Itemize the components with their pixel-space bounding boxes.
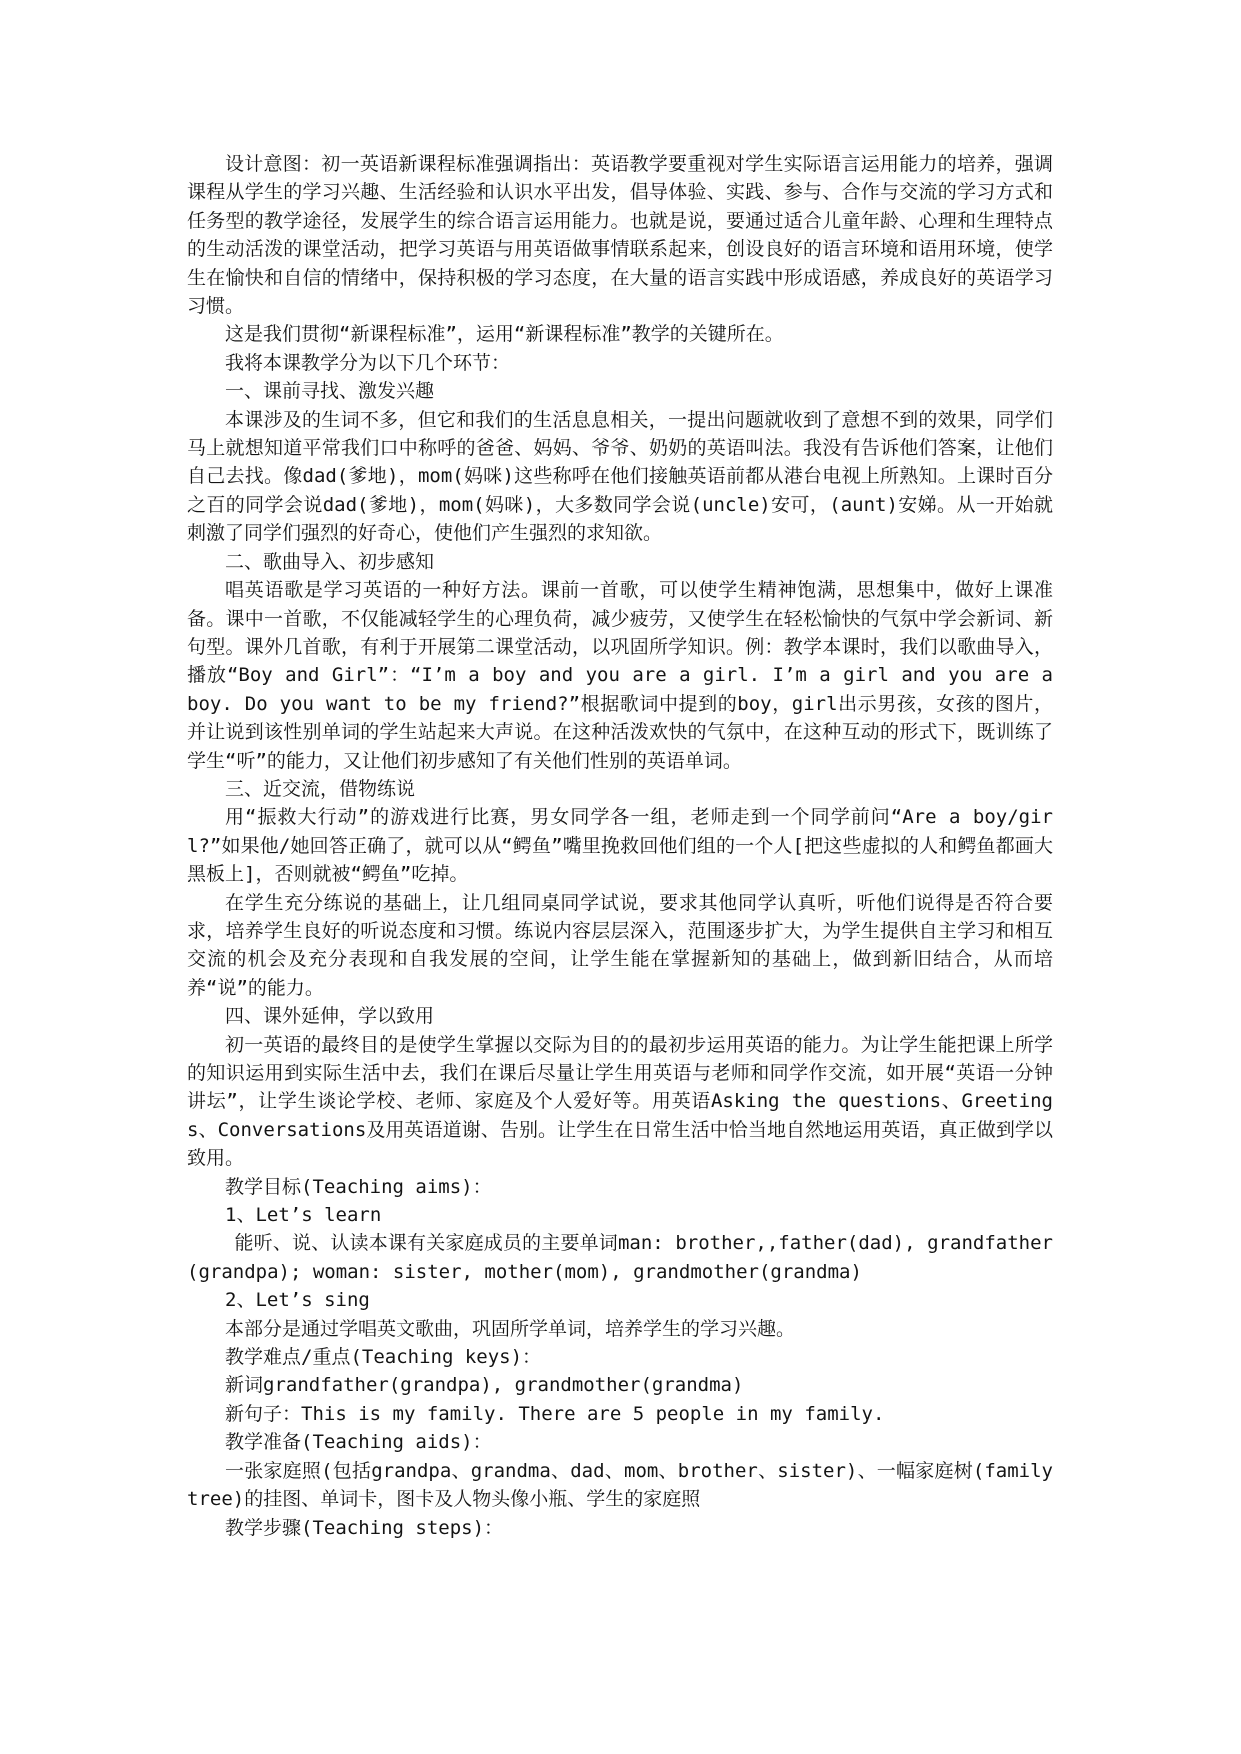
heading-lets-learn: 1、Let’s learn (225, 1204, 382, 1227)
heading-lets-sing: 2、Let’s sing (225, 1289, 370, 1312)
paragraph-new-words: 新词grandfather(grandpa), grandmother(grandma) (225, 1374, 744, 1397)
section-heading-4: 四、课外延伸，学以致用 (225, 1005, 435, 1028)
paragraph-section-2: 唱英语歌是学习英语的一种好方法。课前一首歌，可以使学生精神饱满，思想集中，做好上课准备。课中一首歌，不仅能减轻学生的心理负荷，减少疲劳，又使学生在轻松愉快的气氛中学会新词、新句型。课外几首歌，有利于开展第二课堂活动，以巩固所学知识。例：教学本课时，我们以歌曲导入，播放“Boy and Girl”：“I’m a boy and you are a girl. I’m a girl and you are a boy. Do you want to be my friend?”根据歌词中提到的boy，girl出示男孩，女孩的图片，并让说到该性别单词的学生站起来大声说。在这种活泼欢快的气氛中，在这种互动的形式下，既训练了学生“听”的能力，又让他们初步感知了有关他们性别的英语单词。 (187, 579, 1065, 772)
paragraph-stages-intro: 我将本课教学分为以下几个环节： (225, 351, 511, 374)
paragraph-lets-learn: 能听、说、认读本课有关家庭成员的主要单词man: brother,,father(dad), grandfather(grandpa); woman: sister, mother(mom), grandmother(grandma) (187, 1232, 1053, 1283)
paragraph-teaching-aids: 一张家庭照(包括grandpa、grandma、dad、mom、brother、sister)、一幅家庭树(family tree)的挂图、单词卡，图卡及人物头像小瓶、学生的家庭照 (187, 1459, 1065, 1511)
paragraph-key-point: 这是我们贯彻“新课程标准”，运用“新课程标准”教学的关键所在。 (225, 323, 784, 346)
document-body (187, 150, 1065, 1542)
section-heading-2: 二、歌曲导入、初步感知 (225, 550, 435, 573)
paragraph-section-4: 初一英语的最终目的是使学生掌握以交际为目的的最初步运用英语的能力。为让学生能把课上所学的知识运用到实际生活中去，我们在课后尽量让学生用英语与老师和同学作交流，如开展“英语一分钟讲坛”，让学生谈论学校、老师、家庭及个人爱好等。用英语Asking the questions、Greetings、Conversations及用英语道谢、告别。让学生在日常生活中恰当地自然地运用英语，真正做到学以致用。 (187, 1033, 1053, 1170)
paragraph-section-3b: 在学生充分练说的基础上，让几组同桌同学试说，要求其他同学认真听，听他们说得是否符合要求，培养学生良好的听说态度和习惯。练说内容层层深入，范围逐步扩大，为学生提供自主学习和相互交流的机会及充分表现和自我发展的空间，让学生能在掌握新知的基础上，做到新旧结合，从而培养“说”的能力。 (187, 891, 1053, 999)
paragraph-section-1: 本课涉及的生词不多，但它和我们的生活息息相关，一提出问题就收到了意想不到的效果，同学们马上就想知道平常我们口中称呼的爸爸、妈妈、爷爷、奶奶的英语叫法。我没有告诉他们答案，让他们自己去找。像dad(爹地)，mom(妈咪)这些称呼在他们接触英语前都从港台电视上所熟知。上课时百分之百的同学会说dad(爹地)，mom(妈咪)，大多数同学会说(uncle)安可，(aunt)安娣。从一开始就刺激了同学们强烈的好奇心，使他们产生强烈的求知欲。 (187, 408, 1053, 545)
heading-teaching-aids: 教学准备(Teaching aids)： (225, 1431, 492, 1454)
paragraph-design-intent: 设计意图：初一英语新课程标准强调指出：英语教学要重视对学生实际语言运用能力的培养，强调课程从学生的学习兴趣、生活经验和认识水平出发，倡导体验、实践、参与、合作与交流的学习方式和任务型的教学途径，发展学生的综合语言运用能力。也就是说，要通过适合儿童年龄、心理和生理特点的生动活泼的课堂活动，把学习英语与用英语做事情联系起来，创设良好的语言环境和语用环境，使学生在愉快和自信的情绪中，保持积极的学习态度，在大量的语言实践中形成语感，养成良好的英语学习习惯。 (187, 153, 1053, 318)
paragraph-section-3a: 用“振救大行动”的游戏进行比赛，男女同学各一组，老师走到一个同学前问“Are a boy/girl?”如果他/她回答正确了，就可以从“鳄鱼”嘴里挽救回他们组的一个人[把这些虚拟的人和鳄鱼都画大黑板上]，否则就被“鳄鱼”吃掉。 (187, 806, 1053, 886)
section-heading-1: 一、课前寻找、激发兴趣 (225, 380, 435, 403)
paragraph-new-sentences: 新句子：This is my family. There are 5 people in my family. (225, 1402, 885, 1425)
heading-teaching-keys: 教学难点/重点(Teaching keys)： (225, 1346, 542, 1369)
paragraph-lets-sing: 本部分是通过学唱英文歌曲，巩固所学单词，培养学生的学习兴趣。 (225, 1317, 796, 1340)
heading-teaching-aims: 教学目标(Teaching aims)： (225, 1175, 492, 1198)
section-heading-3: 三、近交流，借物练说 (225, 777, 416, 800)
heading-teaching-steps: 教学步骤(Teaching steps)： (225, 1516, 504, 1539)
